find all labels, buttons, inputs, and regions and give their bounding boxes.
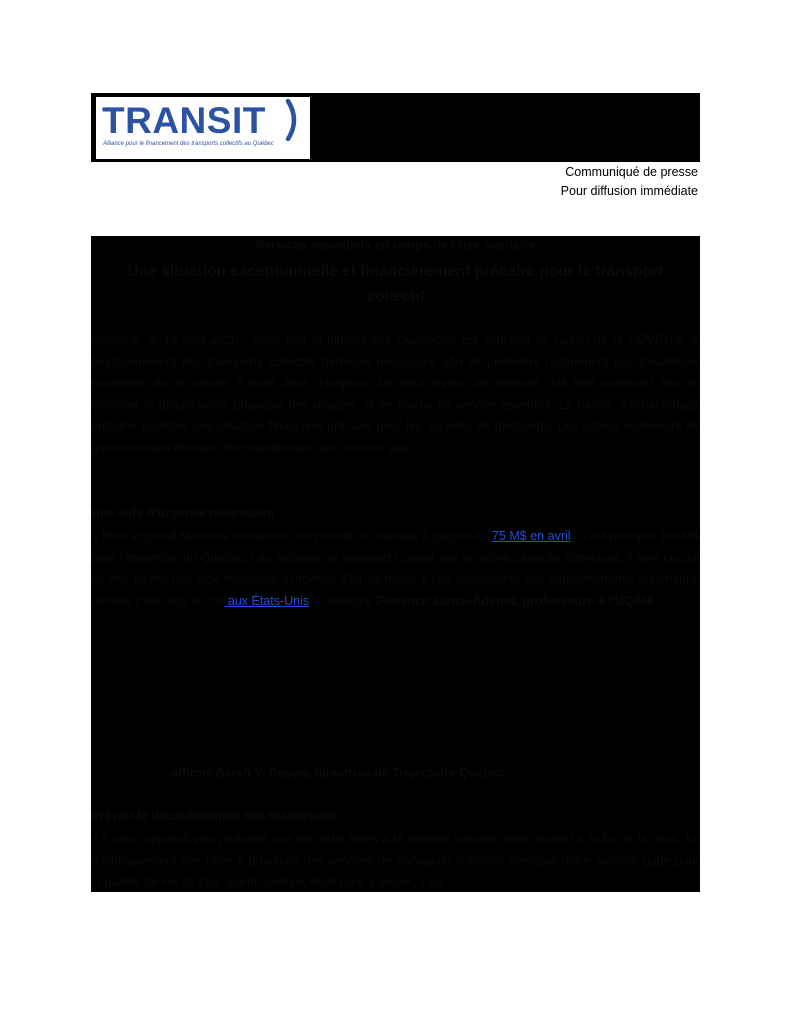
press-release-label: Communiqué de presse [565, 165, 698, 179]
dateline: Montréal, le 16 avril 2020 [91, 333, 239, 347]
release-body [91, 236, 700, 892]
transit-logo [96, 97, 310, 159]
logo-tagline: Alliance pour le financement des transports collectifs au Québec [103, 141, 274, 147]
link-75m-april[interactable]: 75 M$ en avril [491, 529, 571, 543]
section1-text-end: », souligne [309, 593, 377, 608]
section1-text-middle: . C’est presque 100 M$ pour l’ensemble du Québec. Les sociétés de transport n’ayant pas la même capacité d’emprunt, il sera crucial de leur fournir une aide financière d’urgence d’ici les mises à jour budgétaires des gouvernements supérieurs, comme c’est déjà le cas [91, 529, 700, 608]
press-meta [561, 163, 698, 201]
intro-paragraph [91, 330, 700, 459]
quote-attribution: affirme Sarah V. Doyon, directrice de Trajectoire Québec. [171, 766, 509, 780]
logo-wordmark: TRANSIT [102, 100, 266, 141]
immediate-release-label: Pour diffusion immédiate [560, 184, 698, 198]
section1-text-start: « Pour le grand Montréal seulement, on prévoit un manque à gagner de [91, 529, 492, 543]
section1-paragraph [91, 526, 700, 612]
intro-text: - Alors que la plupart des Québécois est confinée en raison de la COVID19, le fonctionnement des transports collectifs demeure nécessaire afin de permettre notamment aux travailleurs essentiels de se rendre à leurs lieux d’emplois. Un haut niveau de services doit être maintenu afin de favoriser la distanciation physique des usagers et de fournir ce service essentiel. La baisse d’achalandage entraîne toutefois une situation financière précaire pour les sociétés de transports. Les paliers supérieurs de gouvernement devront donc rapidement leur venir en aide. [91, 333, 700, 455]
section2-paragraph: « Il nous apparaît peu probable que les défis reliés à la mobilité urbaine aient disparu à la fin de la crise. Le développement des villes à proximité des services de transports collectifs demeure notre meilleur gage pour la qualité de vie du plus grand nombre, mais pour y arriver, il est [91, 832, 700, 889]
section2-heading: Prévoir le déconfinement dès maintenant [91, 809, 336, 823]
chevron-right-icon [284, 99, 302, 141]
section1-heading: Une aide d’urgence nécessaire [91, 506, 275, 520]
link-etats-unis[interactable]: aux États-Unis [224, 593, 310, 608]
release-title: Une situation exceptionnelle et financièrement précaire pour le transport collectif [127, 263, 664, 305]
release-kicker: Services essentiels en temps de crise sanitaire [255, 238, 536, 252]
quoted-person: Florence Junca-Adenot, professeure à l’UQÀM. [376, 593, 657, 608]
